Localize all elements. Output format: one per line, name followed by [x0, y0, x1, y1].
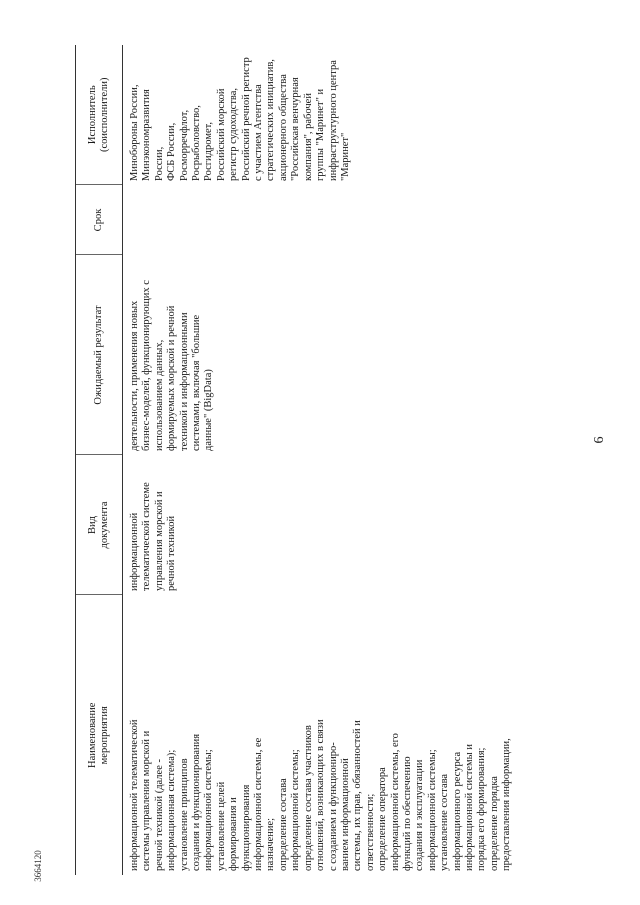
table-header-row [76, 45, 123, 875]
text-line: Срок [92, 208, 104, 232]
text-line: группы "Маринет" и [315, 88, 327, 181]
text-line: информационной системы, ее [253, 737, 265, 871]
text-line: данные" (BigData) [203, 369, 215, 451]
cell-result [123, 255, 570, 455]
header-name [76, 595, 123, 875]
text-line: деятельности, применения новых [129, 300, 140, 451]
text-line: мероприятия [99, 706, 110, 765]
text-line: использованием данных, [153, 339, 165, 451]
text-line: создания и эксплуатации [414, 759, 426, 871]
text-line: с участием Агентства [253, 84, 265, 181]
text-line: Ожидаемый результат [92, 305, 104, 405]
text-line: назначение; [265, 817, 277, 871]
text-line: системы, их прав, обязанностей и [352, 720, 364, 871]
measures-table [75, 45, 569, 875]
text-line: "Российская венчурная [290, 77, 302, 181]
text-line: ФСБ России, [166, 122, 178, 181]
text-line: стратегических инициатив, [265, 59, 277, 181]
text-line: системы управления морской и [141, 730, 153, 871]
text-line: управления морской и [153, 491, 165, 591]
text-line: ванием информационной [339, 758, 351, 871]
text-line: создания и функционирования [191, 733, 203, 871]
text-line: предоставления информации, [501, 738, 513, 871]
header-executor [76, 45, 123, 185]
text-line: установление целей [215, 781, 227, 871]
rotated-page-content [75, 45, 575, 875]
text-line: Исполнитель [86, 85, 98, 145]
text-line: информационной системы; [426, 749, 438, 871]
text-line: техникой и информационными [178, 312, 190, 451]
text-line: речной техникой (далее - [153, 759, 165, 871]
text-line: Росгидромет, [203, 121, 215, 181]
text-line: Росрыболовство, [191, 105, 203, 181]
text-line: Росморречфлот, [178, 109, 190, 181]
cell-executor [123, 45, 570, 185]
text-line: информационного ресурса [451, 751, 463, 871]
text-line: бизнес-моделей, функционирующих с [141, 280, 153, 451]
text-line: России, [153, 146, 165, 181]
text-line: компания", рабочей [302, 93, 314, 181]
cell-doc-type [123, 455, 570, 595]
text-line: Российский морской [215, 88, 227, 181]
header-result [76, 255, 123, 455]
text-line: информационной системы и [463, 744, 475, 871]
text-line: функционирования [240, 784, 252, 871]
header-doc-type [76, 455, 123, 595]
text-line: системами, включая "большие [191, 314, 203, 451]
text-line: определение оператора [377, 767, 389, 871]
text-line: инфраструктурного центра [327, 60, 339, 181]
text-line: Российский речной регистр [240, 57, 252, 181]
cell-name [123, 595, 570, 875]
text-line: информационной телематической [129, 719, 140, 871]
text-line: формирования и [228, 797, 240, 871]
document-id: 3664120 [33, 850, 43, 882]
text-line: Минэкономразвития [141, 89, 153, 181]
text-line: Наименование [86, 702, 98, 768]
text-line: речной техникой [166, 515, 178, 591]
text-line: информационной системы, его [389, 733, 401, 871]
text-line: установление принципов [178, 758, 190, 871]
text-line: Минобороны России, [129, 84, 140, 181]
text-line: информационная система); [166, 749, 178, 871]
text-line: информационной системы; [203, 749, 215, 871]
text-line: телематической системе [141, 482, 153, 591]
text-line: "Маринет" [339, 132, 351, 181]
header-term [76, 185, 123, 255]
text-line: отношений, возникающих в связи [315, 719, 327, 871]
text-line: формируемых морской и речной [166, 305, 178, 451]
text-line: ответственности; [364, 793, 376, 871]
text-line: информационной [129, 512, 140, 591]
text-line: (соисполнители) [99, 77, 110, 152]
text-line: документа [99, 501, 110, 549]
text-line: установление состава [439, 773, 451, 871]
text-line: определение состава участников [302, 725, 314, 871]
text-line: определение состава [277, 778, 289, 871]
text-line: Вид [86, 516, 98, 534]
cell-term [123, 185, 570, 255]
table-row [123, 45, 570, 875]
text-line: с созданием и функциониро- [327, 742, 339, 871]
text-line: регистр судоходства, [228, 87, 240, 181]
text-line: функций по обеспечению [401, 756, 413, 871]
text-line: порядка его формирования; [476, 747, 488, 871]
page-number: 6 [592, 436, 607, 444]
text-line: определение порядка [488, 776, 500, 871]
text-line: информационной системы; [290, 749, 302, 871]
text-line: акционерного общества [277, 74, 289, 181]
